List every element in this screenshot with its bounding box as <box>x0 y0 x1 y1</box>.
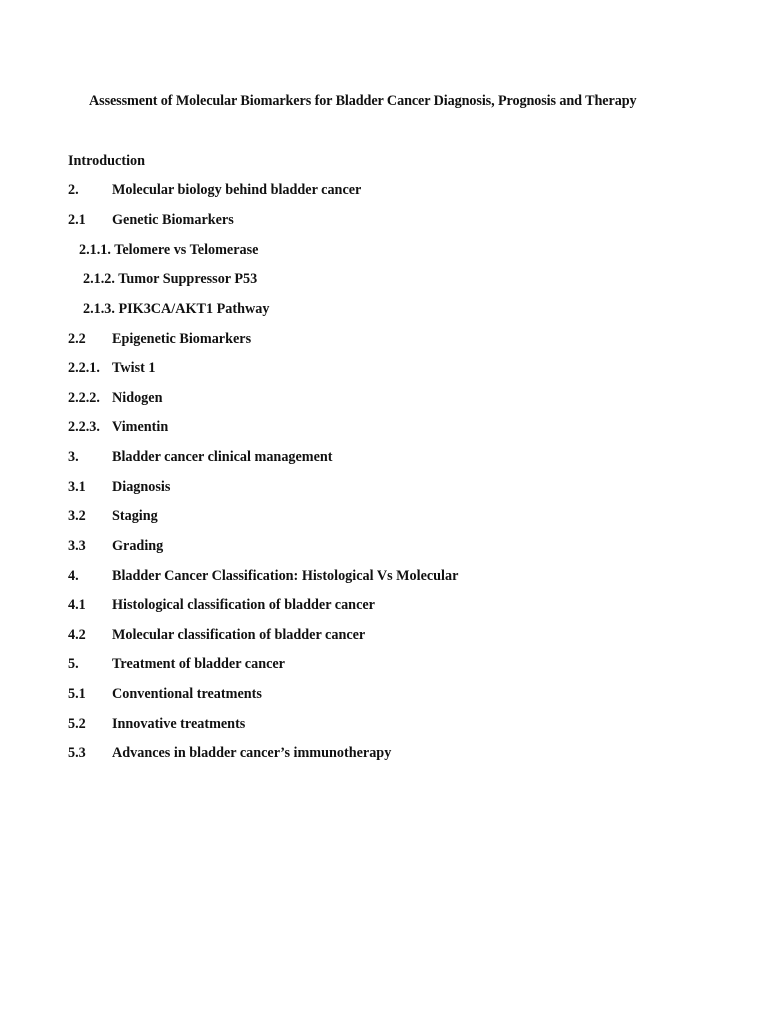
toc-entry-number: 2.2.1. <box>68 360 100 376</box>
toc-entry-number: 2. <box>68 182 79 198</box>
toc-entry-text: Bladder Cancer Classification: Histological Vs Molecular <box>112 568 459 584</box>
toc-entry-text: Conventional treatments <box>112 686 262 702</box>
toc-entry-text: Treatment of bladder cancer <box>112 656 285 672</box>
toc-entry-text: Staging <box>112 508 158 524</box>
toc-entry-number: 3.1 <box>68 479 86 495</box>
toc-entry-text: Nidogen <box>112 390 163 406</box>
toc-entry-text: Grading <box>112 538 164 554</box>
toc-entry-number: 3.3 <box>68 538 86 554</box>
toc-entry-number: 2.1 <box>68 212 86 228</box>
toc-entry-text: Innovative treatments <box>112 716 246 732</box>
toc-entry-number: 2.2 <box>68 331 86 347</box>
toc-entry-text: Genetic Biomarkers <box>112 212 234 228</box>
toc-entry-number: 4. <box>68 568 79 584</box>
toc-entry-number: 5.3 <box>68 745 86 761</box>
toc-entry-number: 3.2 <box>68 508 86 524</box>
document-title: Assessment of Molecular Biomarkers for Bladder Cancer Diagnosis, Prognosis and Therapy <box>89 93 637 109</box>
toc-entry-number: 5.2 <box>68 716 86 732</box>
toc-entry-text: Molecular biology behind bladder cancer <box>112 182 362 198</box>
toc-entry-text: Bladder cancer clinical management <box>112 449 333 465</box>
toc-entry-text: 2.1.2. Tumor Suppressor P53 <box>83 271 258 287</box>
toc-entry-text: 2.1.1. Telomere vs Telomerase <box>79 242 259 258</box>
toc-entry-text: Advances in bladder cancer’s immunotherapy <box>112 745 392 761</box>
toc-entry-number: 2.2.3. <box>68 419 100 435</box>
toc-entry-number: 5. <box>68 656 79 672</box>
toc-entry-text: Vimentin <box>112 419 169 435</box>
toc-entry-text: Histological classification of bladder cancer <box>112 597 375 613</box>
toc-entry-number: 4.1 <box>68 597 86 613</box>
toc-entry-text: 2.1.3. PIK3CA/AKT1 Pathway <box>83 301 270 317</box>
toc-entry-text: Epigenetic Biomarkers <box>112 331 252 347</box>
toc-entry-text: Twist 1 <box>112 360 156 376</box>
toc-entry-text: Diagnosis <box>112 479 171 495</box>
toc-entry-number: 3. <box>68 449 79 465</box>
toc-entry-number: 5.1 <box>68 686 86 702</box>
toc-entry-text: Introduction <box>68 153 145 169</box>
toc-entry-number: 4.2 <box>68 627 86 643</box>
toc-entry-number: 2.2.2. <box>68 390 100 406</box>
toc-entry-text: Molecular classification of bladder cancer <box>112 627 366 643</box>
